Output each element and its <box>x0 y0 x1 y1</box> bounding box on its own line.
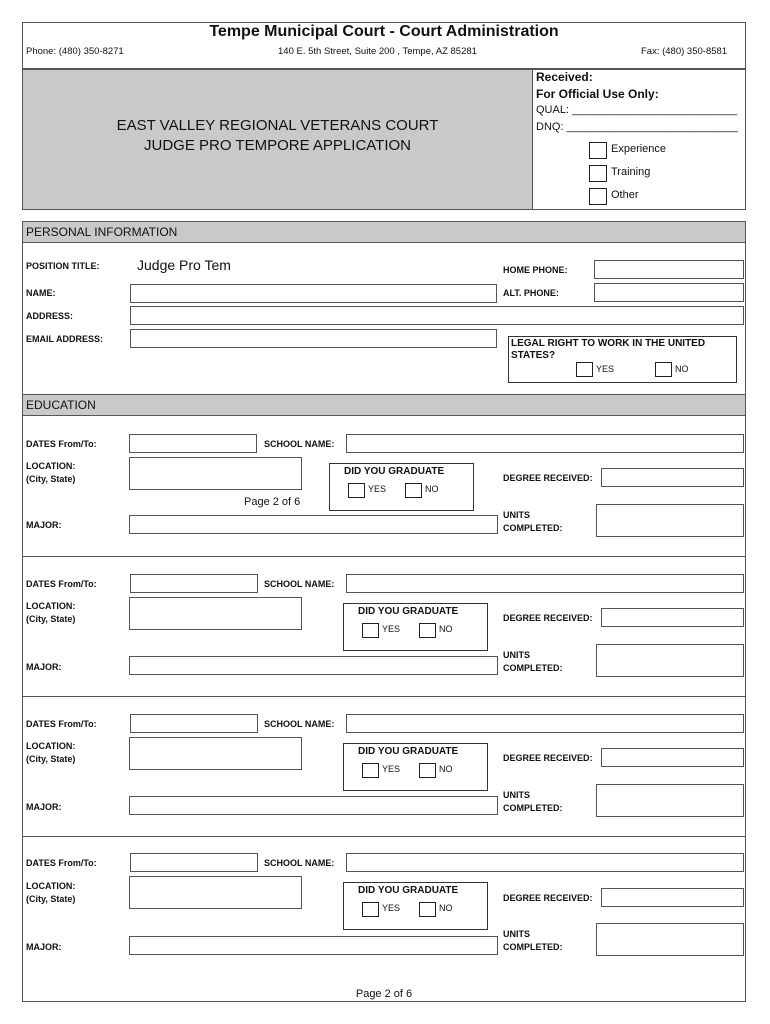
degree-received-label: DEGREE RECEIVED: <box>503 753 593 763</box>
dates-input[interactable] <box>129 434 257 453</box>
dates-input[interactable] <box>130 853 258 872</box>
home-phone-input[interactable] <box>594 260 744 279</box>
school-name-label: SCHOOL NAME: <box>264 579 335 589</box>
degree-received-label: DEGREE RECEIVED: <box>503 893 593 903</box>
units-label <box>503 790 563 814</box>
units-input[interactable] <box>596 784 744 817</box>
school-name-label: SCHOOL NAME: <box>264 719 335 729</box>
name-input[interactable] <box>130 284 497 303</box>
school-name-label: SCHOOL NAME: <box>264 858 335 868</box>
email-label: EMAIL ADDRESS: <box>26 334 104 344</box>
dates-label: DATES From/To: <box>26 579 97 589</box>
location-input[interactable] <box>129 457 302 490</box>
experience-checkbox[interactable] <box>589 142 607 159</box>
training-checkbox[interactable] <box>589 165 607 182</box>
location-sub-label: (City, State) <box>26 754 76 764</box>
location-sub-label: (City, State) <box>26 894 76 904</box>
graduate-box <box>329 463 474 511</box>
units-label-line2: COMPLETED: <box>503 523 563 533</box>
education-block-3 <box>22 697 746 837</box>
education-section-header: EDUCATION <box>22 394 746 416</box>
units-label-line2: COMPLETED: <box>503 803 563 813</box>
graduate-yes-checkbox[interactable] <box>362 763 379 778</box>
graduate-box <box>343 603 488 651</box>
graduate-box <box>343 882 488 930</box>
qual-line: QUAL: ___________________________ <box>536 104 738 116</box>
school-name-label: SCHOOL NAME: <box>264 439 335 449</box>
graduate-no-label: NO <box>439 903 453 913</box>
address-input[interactable] <box>130 306 744 325</box>
location-sub-label: (City, State) <box>26 614 76 624</box>
units-label-line2: COMPLETED: <box>503 663 563 673</box>
units-label-line1: UNITS <box>503 929 530 939</box>
education-block-2 <box>22 557 746 697</box>
units-label <box>503 650 563 674</box>
alt-phone-input[interactable] <box>594 283 744 302</box>
page-overlay-text: Page 2 of 6 <box>244 496 301 508</box>
header-address: 140 E. 5th Street, Suite 200 , Tempe, AZ 85281 <box>278 46 477 57</box>
school-name-input[interactable] <box>346 574 744 593</box>
units-label-line1: UNITS <box>503 790 530 800</box>
name-label: NAME: <box>26 288 56 298</box>
graduate-yes-checkbox[interactable] <box>362 623 379 638</box>
experience-label: Experience <box>611 143 667 155</box>
footer-page-number: Page 2 of 6 <box>355 988 413 1000</box>
units-label-line2: COMPLETED: <box>503 942 563 952</box>
major-label: MAJOR: <box>26 802 62 812</box>
graduate-yes-label: YES <box>382 764 401 774</box>
dates-input[interactable] <box>130 714 258 733</box>
degree-received-input[interactable] <box>601 608 744 627</box>
graduate-no-checkbox[interactable] <box>419 623 436 638</box>
graduate-label: DID YOU GRADUATE <box>358 746 459 757</box>
training-label: Training <box>611 166 651 178</box>
header-fax: Fax: (480) 350-8581 <box>641 46 728 57</box>
graduate-yes-label: YES <box>382 624 401 634</box>
graduate-label: DID YOU GRADUATE <box>344 466 445 477</box>
graduate-no-label: NO <box>439 764 453 774</box>
graduate-no-label: NO <box>439 624 453 634</box>
units-label-line1: UNITS <box>503 650 530 660</box>
address-label: ADDRESS: <box>26 311 74 321</box>
degree-received-input[interactable] <box>601 748 744 767</box>
graduate-yes-label: YES <box>382 903 401 913</box>
dnq-line: DNQ: ____________________________ <box>536 121 738 133</box>
location-input[interactable] <box>129 737 302 770</box>
dates-input[interactable] <box>130 574 258 593</box>
graduate-no-checkbox[interactable] <box>419 763 436 778</box>
location-label: LOCATION: <box>26 461 76 471</box>
legal-no-checkbox[interactable] <box>655 362 672 377</box>
legal-yes-checkbox[interactable] <box>576 362 593 377</box>
units-input[interactable] <box>596 504 744 537</box>
location-label: LOCATION: <box>26 881 76 891</box>
degree-received-label: DEGREE RECEIVED: <box>503 473 593 483</box>
header-title: Tempe Municipal Court - Court Administration <box>209 23 559 40</box>
graduate-label: DID YOU GRADUATE <box>358 606 459 617</box>
banner-line2: JUDGE PRO TEMPORE APPLICATION <box>144 137 411 154</box>
legal-yes-label: YES <box>596 364 615 374</box>
units-input[interactable] <box>596 644 744 677</box>
school-name-input[interactable] <box>346 434 744 453</box>
dates-label: DATES From/To: <box>26 719 97 729</box>
legal-no-label: NO <box>675 364 689 374</box>
graduate-no-checkbox[interactable] <box>419 902 436 917</box>
banner-line1: EAST VALLEY REGIONAL VETERANS COURT <box>116 117 439 134</box>
personal-section-header: PERSONAL INFORMATION <box>22 221 746 243</box>
major-input[interactable] <box>129 656 498 675</box>
location-input[interactable] <box>129 876 302 909</box>
official-use-label: For Official Use Only: <box>536 87 659 101</box>
graduate-box <box>343 743 488 791</box>
major-label: MAJOR: <box>26 942 62 952</box>
other-checkbox[interactable] <box>589 188 607 205</box>
education-block-1 <box>22 416 746 557</box>
graduate-no-checkbox[interactable] <box>405 483 422 498</box>
dates-label: DATES From/To: <box>26 439 97 449</box>
home-phone-label: HOME PHONE: <box>503 265 568 275</box>
major-input[interactable] <box>129 515 498 534</box>
location-sub-label: (City, State) <box>26 474 76 484</box>
alt-phone-label: ALT. PHONE: <box>503 288 559 298</box>
school-name-input[interactable] <box>346 853 744 872</box>
degree-received-label: DEGREE RECEIVED: <box>503 613 593 623</box>
graduate-label: DID YOU GRADUATE <box>358 885 459 896</box>
received-label: Received: <box>536 70 593 84</box>
location-label: LOCATION: <box>26 601 76 611</box>
major-label: MAJOR: <box>26 520 62 530</box>
degree-received-input[interactable] <box>601 468 744 487</box>
other-label: Other <box>611 189 639 201</box>
education-block-4 <box>22 837 746 1002</box>
graduate-yes-checkbox[interactable] <box>362 902 379 917</box>
units-input[interactable] <box>596 923 744 956</box>
units-label <box>503 510 563 534</box>
legal-right-label: LEGAL RIGHT TO WORK IN THE UNITED STATES? <box>511 338 706 361</box>
degree-received-input[interactable] <box>601 888 744 907</box>
major-input[interactable] <box>129 796 498 815</box>
graduate-yes-label: YES <box>368 484 387 494</box>
graduate-yes-checkbox[interactable] <box>348 483 365 498</box>
graduate-no-label: NO <box>425 484 439 494</box>
units-label-line1: UNITS <box>503 510 530 520</box>
email-input[interactable] <box>130 329 497 348</box>
position-title-value: Judge Pro Tem <box>137 257 231 273</box>
major-input[interactable] <box>129 936 498 955</box>
location-input[interactable] <box>129 597 302 630</box>
location-label: LOCATION: <box>26 741 76 751</box>
position-title-label: POSITION TITLE: <box>26 261 100 271</box>
major-label: MAJOR: <box>26 662 62 672</box>
dates-label: DATES From/To: <box>26 858 97 868</box>
school-name-input[interactable] <box>346 714 744 733</box>
header-phone: Phone: (480) 350-8271 <box>26 46 124 57</box>
units-label <box>503 929 563 953</box>
